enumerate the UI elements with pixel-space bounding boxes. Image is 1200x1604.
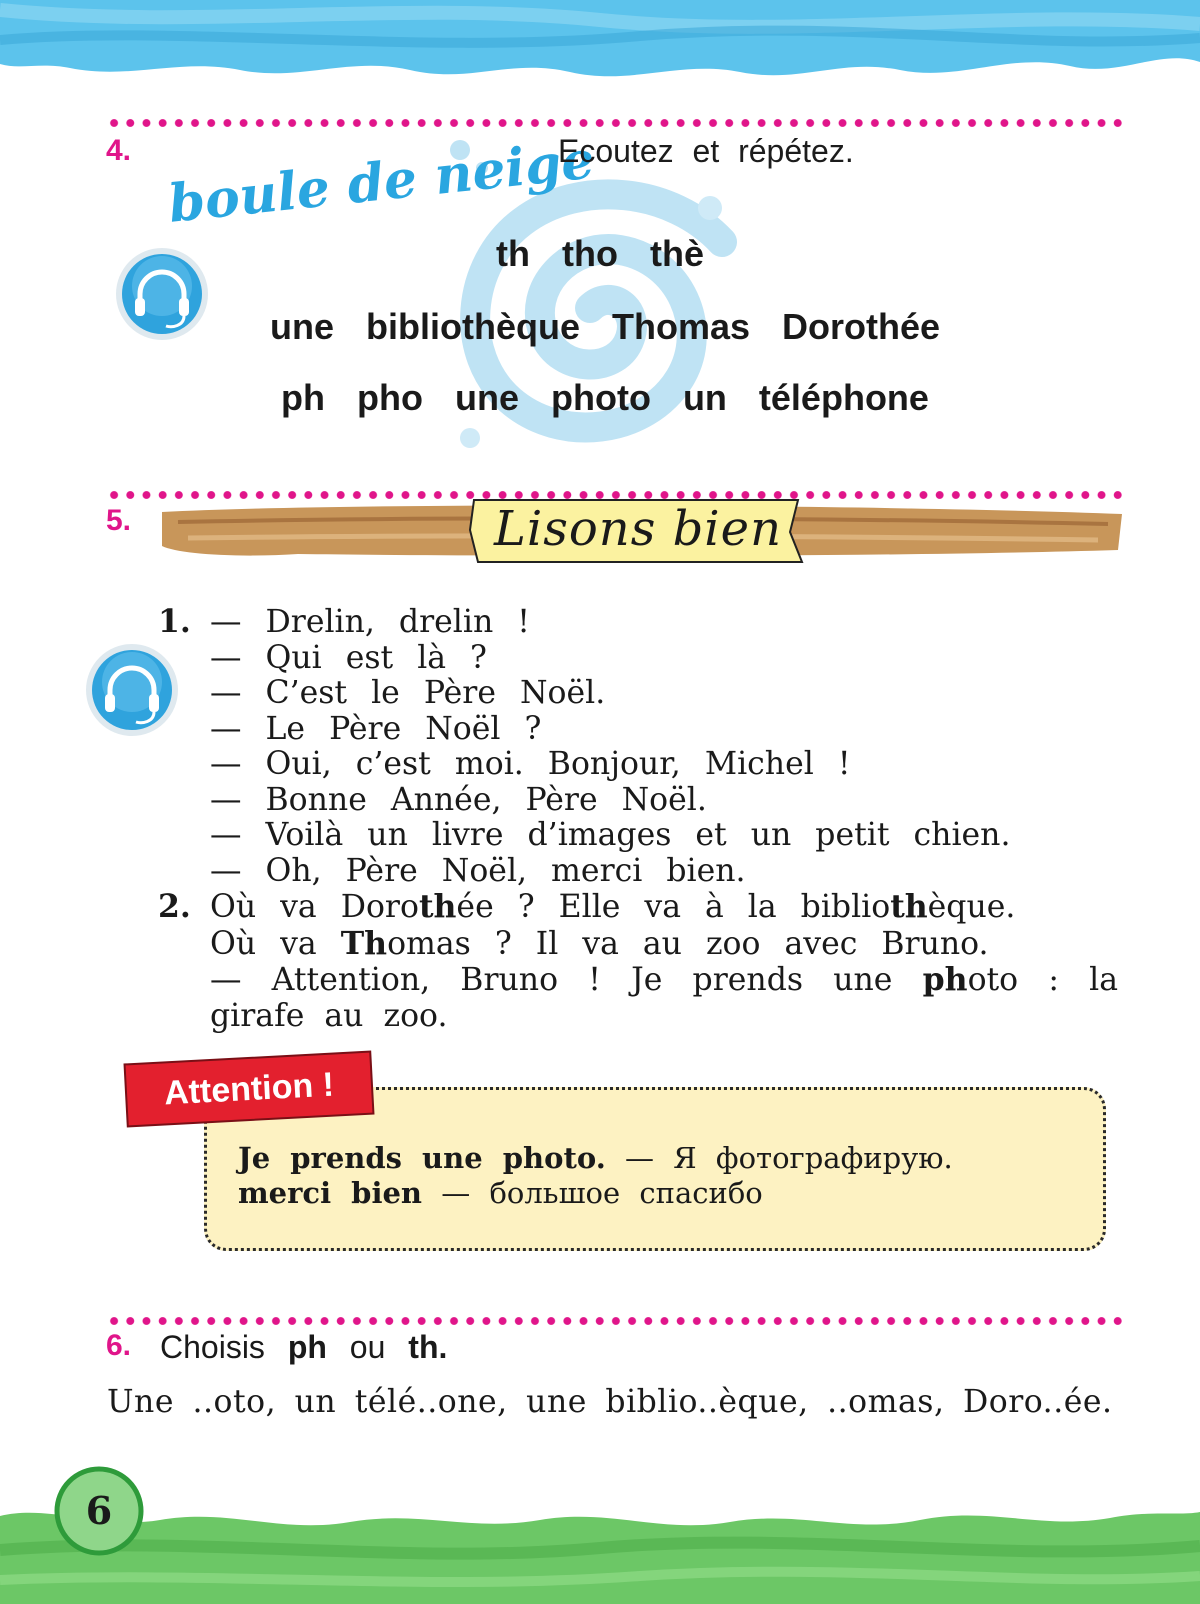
dialog-line: 1. — Drelin, drelin ! (158, 603, 530, 640)
exercise-number: 5. (106, 504, 132, 537)
note-line: Je prends une photo. — Я фотографирую. (238, 1141, 953, 1175)
dialog-line: — Attention, Bruno ! Je prends une photo : la girafe au zoo. (210, 961, 1118, 1034)
dialog-line: — Le Père Noël ? (210, 710, 542, 747)
dialog-line: — Voilà un livre d’images et un petit chien. (210, 817, 1011, 853)
dialog-line: — Oh, Père Noël, merci bien. (210, 852, 746, 889)
dialog-number: 2. (158, 888, 191, 925)
syllable-row: une bibliothèque Thomas Dorothée (269, 306, 941, 347)
boule-de-neige-logo (160, 128, 598, 238)
syllable-row: ph pho une photo un téléphone (281, 377, 929, 418)
sky-banner (0, 0, 1200, 100)
reading-text (158, 604, 1118, 1034)
dialog-line: — Oui, c’est moi. Bonjour, Michel ! (210, 746, 851, 782)
exercise-instruction: Choisis ph ou th. (160, 1329, 448, 1365)
dialog-line: — C’est le Père Noël. (210, 675, 606, 711)
dialog-line: 2. Où va Dorothée ? Elle va à la bibliothèque. (158, 888, 1016, 925)
section-label: Lisons bien (494, 501, 782, 557)
fill-in-text: Une ..oto, un télé..one, une biblio..èque, ..omas, Doro..ée. (107, 1384, 1113, 1420)
svg-text:boule de neige: boule de neige (165, 129, 598, 235)
dotted-separator (106, 118, 1122, 128)
dialog-number: 1. (158, 603, 191, 640)
dialog-line: Où va Thomas ? Il va au zoo avec Bruno. (210, 924, 989, 962)
note-line: merci bien — большое спасибо (238, 1176, 763, 1210)
dialog-line: — Bonne Année, Père Noël. (210, 781, 707, 818)
svg-text:Attention !: Attention ! (163, 1065, 335, 1113)
dotted-separator (106, 1316, 1122, 1326)
exercise-number: 4. (106, 134, 132, 167)
exercise-number: 6. (106, 1329, 132, 1362)
attention-note-text (238, 1141, 1068, 1211)
page-number-badge (54, 1466, 144, 1556)
exercise-instruction: Ecoutez et répétez. (558, 133, 854, 169)
syllable-row: th tho thè (496, 233, 704, 274)
svg-text:6: 6 (85, 1488, 113, 1533)
grass-banner (0, 1490, 1200, 1604)
attention-tag (122, 1050, 375, 1129)
dialog-line: — Qui est là ? (210, 639, 487, 676)
